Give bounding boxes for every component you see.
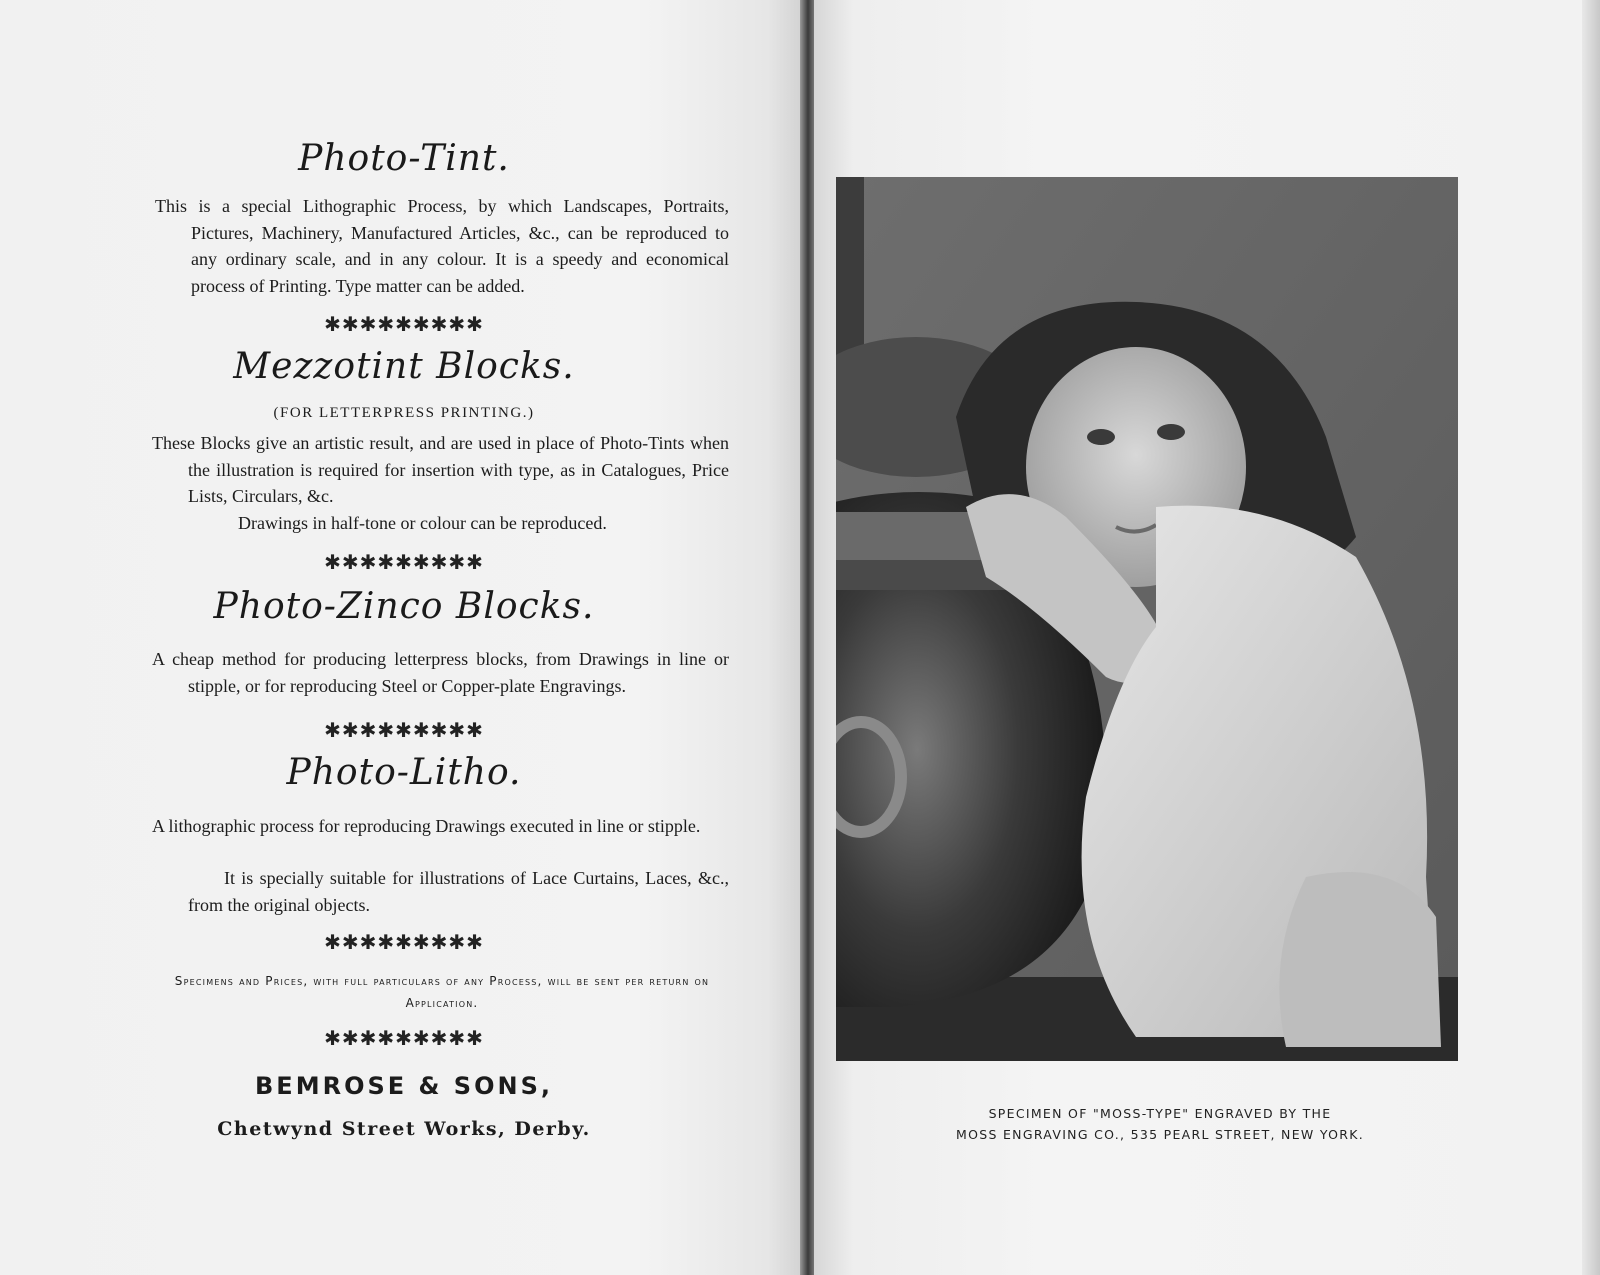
moss-type-specimen-photo xyxy=(836,177,1458,1061)
heading-photo-zinco: Photo-Zinco Blocks. xyxy=(213,586,595,627)
subheading-mezzotint: (FOR LETTERPRESS PRINTING.) xyxy=(273,405,535,421)
paragraph-mezzotint-2: Drawings in half-tone or colour can be reproduced. xyxy=(238,513,607,533)
company-address: Chetwynd Street Works, Derby. xyxy=(217,1118,591,1140)
page-edge xyxy=(1582,0,1600,1275)
paragraph-photo-tint: This is a special Lithographic Process, by which Landscapes, Portraits, Pictures, Machinery, Manufactured Articles, &c., can be reproduced to any ordinary scale, and in any colour. It is a speedy and economical process of Printing. Type matter can be added. xyxy=(155,196,729,296)
heading-photo-litho: Photo-Litho. xyxy=(286,752,522,793)
caption-line-1: SPECIMEN OF "MOSS-TYPE" ENGRAVED BY THE xyxy=(988,1106,1332,1121)
heading-mezzotint: Mezzotint Blocks. xyxy=(233,346,575,387)
photo-caption xyxy=(890,1103,1430,1145)
caption-line-2: MOSS ENGRAVING CO., 535 PEARL STREET, NEW YORK. xyxy=(956,1127,1364,1142)
paragraph-photo-zinco: A cheap method for producing letterpress blocks, from Drawings in line or stipple, or for reproducing Steel or Copper-plate Engravings. xyxy=(152,649,729,696)
divider-1: ✱✱✱✱✱✱✱✱✱ xyxy=(324,312,484,336)
heading-photo-tint: Photo-Tint. xyxy=(298,138,510,179)
divider-2: ✱✱✱✱✱✱✱✱✱ xyxy=(324,550,484,574)
divider-5: ✱✱✱✱✱✱✱✱✱ xyxy=(324,1026,484,1050)
divider-4: ✱✱✱✱✱✱✱✱✱ xyxy=(324,930,484,954)
divider-3: ✱✱✱✱✱✱✱✱✱ xyxy=(324,718,484,742)
company-name: BEMROSE & SONS, xyxy=(255,1072,553,1100)
paragraph-mezzotint: These Blocks give an artistic result, and are used in place of Photo-Tints when the illustration is required for insertion with type, as in Catalogues, Price Lists, Circulars, &c. xyxy=(152,433,729,506)
specimens-notice: Specimens and Prices, with full particulars of any Process, will be sent per return on Application. xyxy=(174,974,710,1010)
paragraph-photo-litho: A lithographic process for reproducing Drawings executed in line or stipple. xyxy=(152,816,701,836)
paragraph-photo-litho-2: It is specially suitable for illustrations of Lace Curtains, Laces, &c., from the original objects. xyxy=(188,868,729,915)
